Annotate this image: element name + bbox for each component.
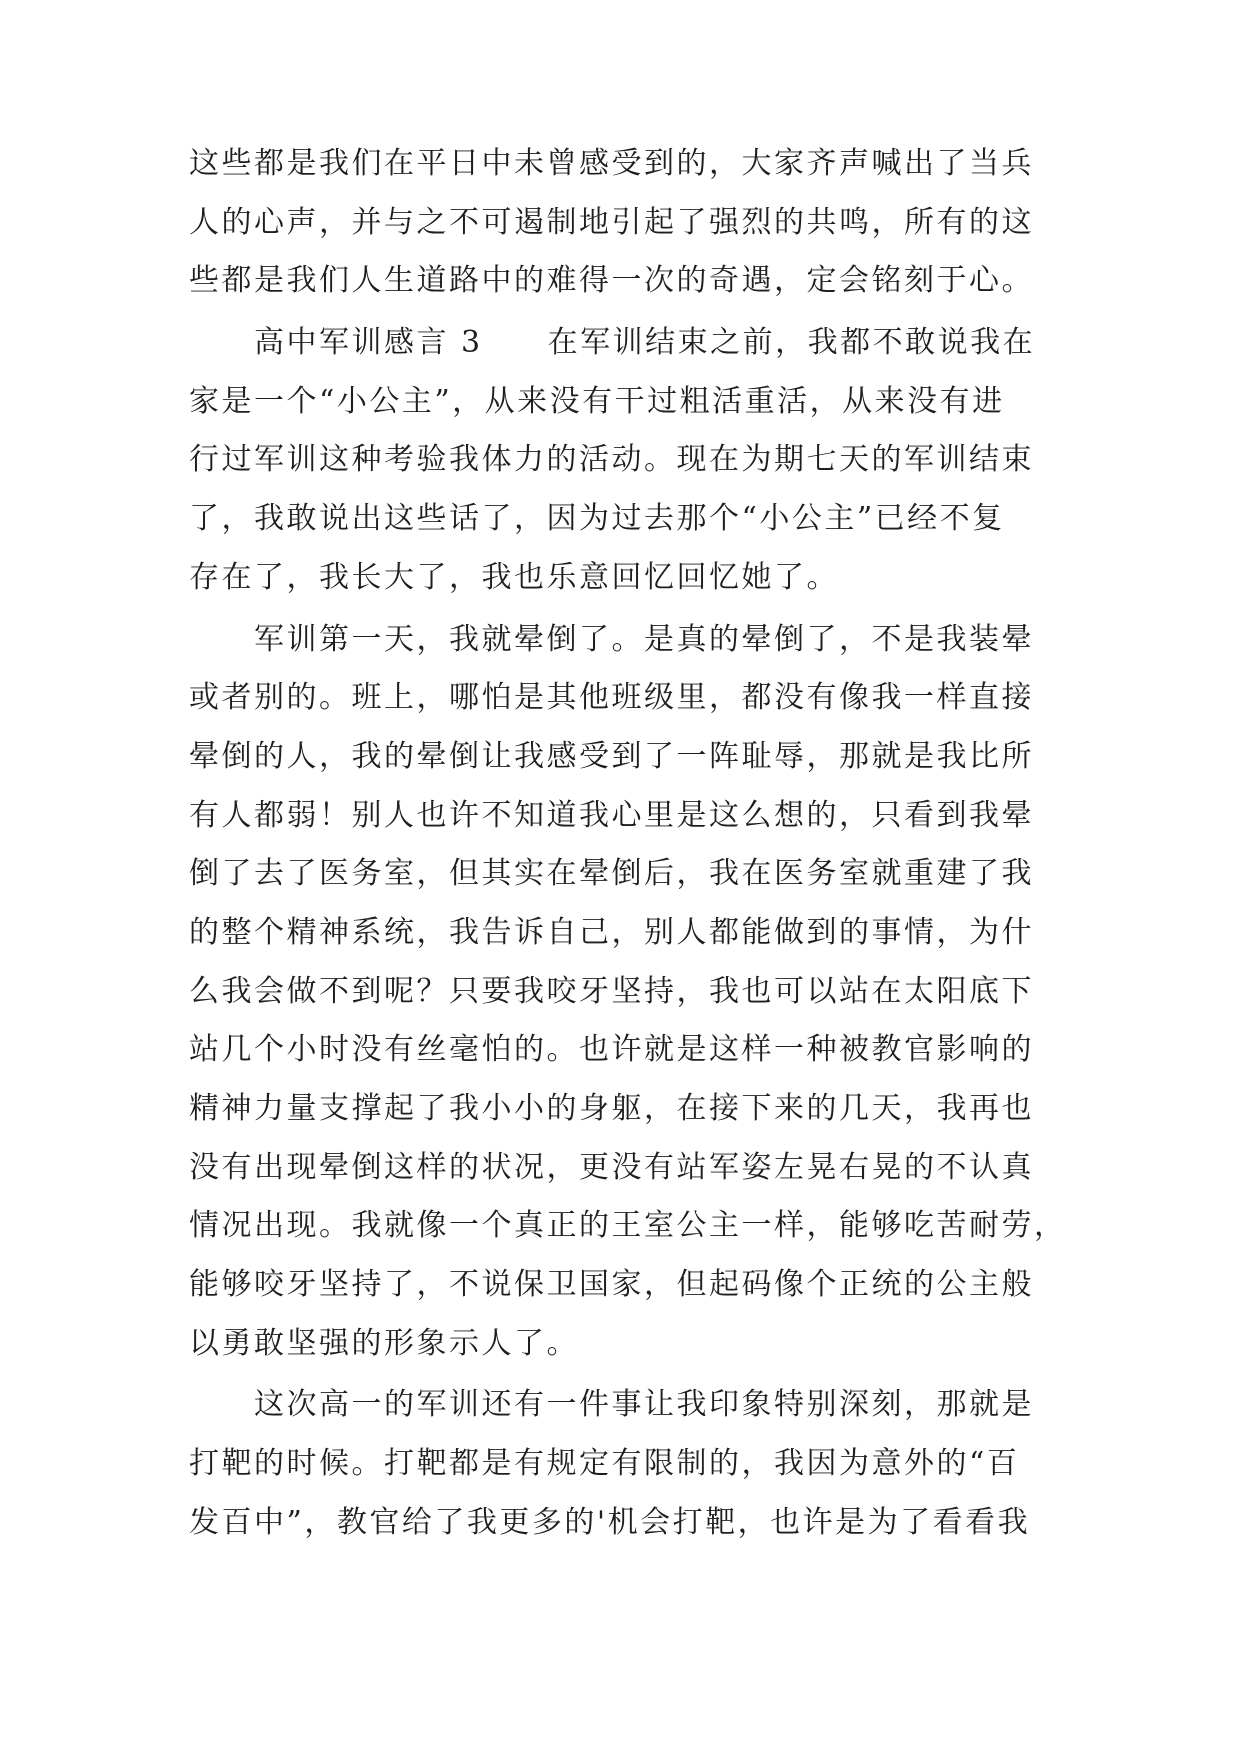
text-line: 能够咬牙坚持了，不说保卫国家，但起码像个正统的公主般 (189, 1267, 1034, 1303)
document-body (189, 135, 1067, 1553)
text-line: 么我会做不到呢？只要我咬牙坚持，我也可以站在太阳底下 (189, 973, 1034, 1009)
text-line: 家是一个“小公主”，从来没有干过粗活重活，从来没有进 (189, 383, 1005, 419)
text-line: 有人都弱！别人也许不知道我心里是这么想的，只看到我晕 (189, 797, 1034, 833)
text-line: 行过军训这种考验我体力的活动。现在为期七天的军训结束 (189, 442, 1034, 478)
text-line: 发百中”，教官给了我更多的'机会打靶，也许是为了看看我 (189, 1504, 1031, 1540)
text-line: 或者别的。班上，哪怕是其他班级里，都没有像我一样直接 (189, 680, 1034, 716)
text-line: 打靶的时候。打靶都是有规定有限制的，我因为意外的“百 (189, 1446, 1020, 1482)
text-line: 的整个精神系统，我告诉自己，别人都能做到的事情，为什 (189, 914, 1034, 950)
text-line: 站几个小时没有丝毫怕的。也许就是这样一种被教官影响的 (189, 1032, 1034, 1068)
text-line: 倒了去了医务室，但其实在晕倒后，我在医务室就重建了我 (189, 856, 1034, 892)
section-heading-line: 高中军训感言 3 在军训结束之前，我都不敢说我在 (254, 325, 1036, 361)
text-line: 些都是我们人生道路中的难得一次的奇遇，定会铭刻于心。 (189, 263, 1034, 299)
text-line: 晕倒的人，我的晕倒让我感受到了一阵耻辱，那就是我比所 (189, 738, 1034, 774)
text-line: 以勇敢坚强的形象示人了。 (189, 1325, 579, 1361)
text-line: 这些都是我们在平日中未曾感受到的，大家齐声喊出了当兵 (189, 146, 1034, 181)
text-line: 情况出现。我就像一个真正的王室公主一样，能够吃苦耐劳， (189, 1208, 1067, 1244)
text-line: 没有出现晕倒这样的状况，更没有站军姿左晃右晃的不认真 (189, 1149, 1034, 1185)
text-line: 人的心声，并与之不可遏制地引起了强烈的共鸣，所有的这 (189, 204, 1034, 240)
paragraph-first-line: 军训第一天，我就晕倒了。是真的晕倒了，不是我装晕 (254, 621, 1034, 657)
text-line: 了，我敢说出这些话了，因为过去那个“小公主”已经不复 (189, 501, 1005, 537)
text-line: 存在了，我长大了，我也乐意回忆回忆她了。 (189, 559, 839, 595)
paragraph-first-line: 这次高一的军训还有一件事让我印象特别深刻，那就是 (254, 1387, 1034, 1423)
text-line: 精神力量支撑起了我小小的身躯，在接下来的几天，我再也 (189, 1091, 1034, 1126)
